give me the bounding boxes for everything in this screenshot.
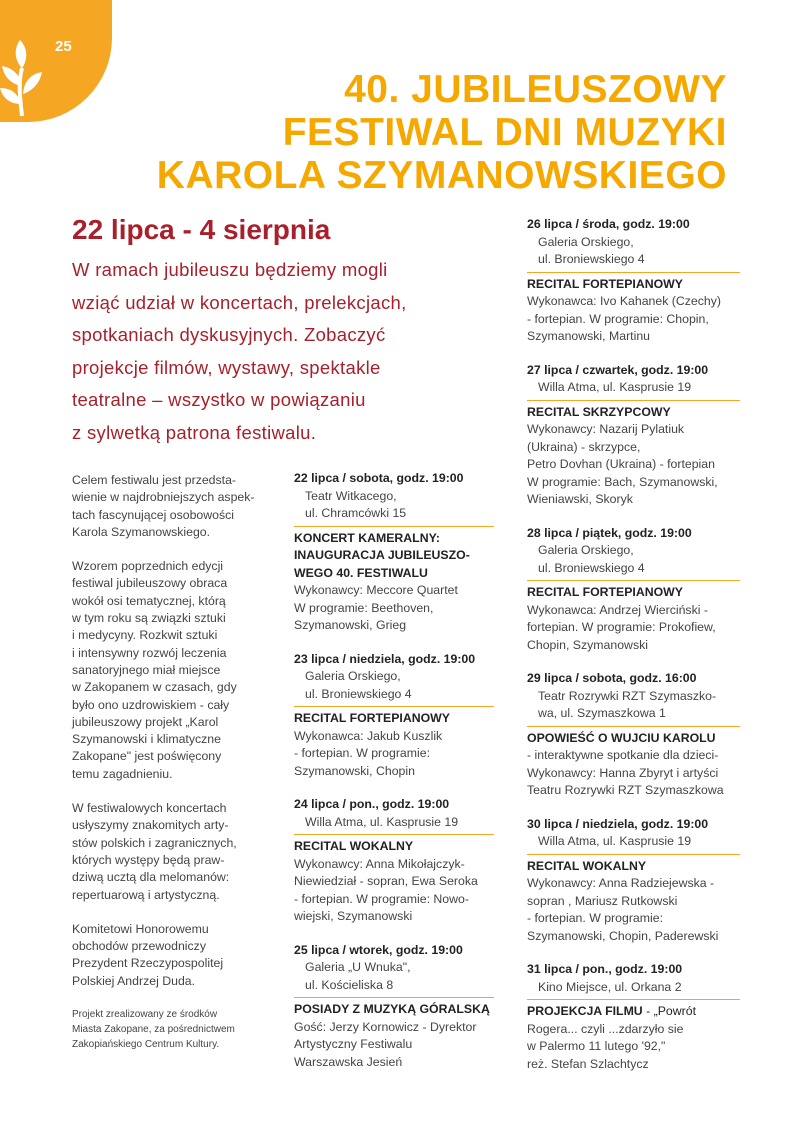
location-line: Willa Atma, ul. Kasprusie 19 xyxy=(305,814,459,829)
page-corner-badge xyxy=(0,0,112,124)
schedule-column-1 xyxy=(294,470,494,1087)
event-description xyxy=(527,421,740,509)
description-line: W programie: Bach, Szymanowski, xyxy=(527,474,718,489)
event-date: 23 lipca / niedziela, godz. 19:00 xyxy=(294,651,476,666)
description-line: fortepian. W programie: Prokofiew, xyxy=(527,620,716,634)
event-location xyxy=(527,542,740,581)
text-line: repertuarową i artystyczną. xyxy=(72,887,220,902)
description-line: Rogera... czyli ...zdarzyło sie xyxy=(527,1021,684,1036)
event-name xyxy=(527,1003,740,1021)
description-line: Artystyczny Festiwalu xyxy=(294,1037,413,1051)
event-description xyxy=(294,582,494,635)
text-line: było ono uzdrowiskiem - cały xyxy=(72,697,230,712)
description-line: - fortepian. W programie: xyxy=(294,746,430,760)
event-location xyxy=(294,668,494,707)
description-line: Teatru Rozrywki RZT Szymaszkowa xyxy=(527,783,724,797)
description-line: Wykonawcy: Meccore Quartet xyxy=(294,583,458,597)
text-line: usłyszymy znakomitych arty- xyxy=(72,818,229,833)
description-line: Szymanowski, Grieg xyxy=(294,618,407,632)
event-name xyxy=(294,530,494,583)
text-line: w Zakopanem w czasach, gdy xyxy=(72,680,237,695)
description-line: - fortepian. W programie: Chopin, xyxy=(527,311,709,326)
description-line: Warszawska Jesień xyxy=(294,1054,403,1069)
event-location xyxy=(294,959,494,998)
event-date: 28 lipca / piątek, godz. 19:00 xyxy=(527,525,692,540)
text-line: Prezydent Rzeczypospolitej xyxy=(72,956,224,971)
intro-paragraph xyxy=(72,921,272,990)
event-entry xyxy=(294,796,494,926)
schedule-column-2 xyxy=(527,216,740,1089)
text-line: Celem festiwalu jest przedsta- xyxy=(72,473,237,487)
location-line: Galeria Orskiego, xyxy=(538,543,634,557)
text-line: i medycyny. Rozkwit sztuki xyxy=(72,628,218,643)
location-line: wa, ul. Szymaszkowa 1 xyxy=(538,706,666,720)
text-line: wokół osi tematycznej, którą xyxy=(72,593,226,608)
event-name-line: POSIADY Z MUZYKĄ GÓRALSKĄ xyxy=(294,1002,490,1016)
location-line: Kino Miejsce, ul. Orkana 2 xyxy=(538,979,682,994)
lead-line: projekcje filmów, wystawy, spektakle xyxy=(72,356,381,378)
event-entry xyxy=(294,470,494,635)
event-name-line: RECITAL WOKALNY xyxy=(294,839,414,853)
event-name xyxy=(527,584,740,602)
event-description xyxy=(527,293,740,346)
event-description xyxy=(294,1019,494,1072)
text-line: obchodów przewodniczy xyxy=(72,939,206,954)
description-line: (Ukraina) - skrzypce, xyxy=(527,439,641,454)
description-line: Petro Dovhan (Ukraina) - fortepian xyxy=(527,457,715,471)
location-line: Willa Atma, ul. Kasprusie 19 xyxy=(538,834,692,848)
event-date: 22 lipca / sobota, godz. 19:00 xyxy=(294,471,464,485)
text-line: stów polskich i zagranicznych, xyxy=(72,835,237,850)
event-name-line: WEGO 40. FESTIWALU xyxy=(294,565,428,580)
description-line: - interaktywne spotkanie dla dzieci- xyxy=(527,748,719,762)
lead-line: wziąć udział w koncertach, prelekcjach, xyxy=(72,291,407,313)
description-line: Niewiedział - sopran, Ewa Seroka xyxy=(294,874,478,888)
description-line: Szymanowski, Martinu xyxy=(527,329,651,343)
description-line: W programie: Beethoven, xyxy=(294,600,434,615)
description-line: Gość: Jerzy Kornowicz - Dyrektor xyxy=(294,1019,477,1034)
lead-paragraph xyxy=(72,254,512,449)
description-line: Wieniawski, Skoryk xyxy=(527,492,633,506)
location-line: Teatr Rozrywki RZT Szymaszko- xyxy=(538,688,717,703)
event-entry xyxy=(294,651,494,781)
description-line: Wykonawca: Andrzej Wierciński - xyxy=(527,602,708,617)
intro-column xyxy=(72,472,272,1069)
event-date: 30 lipca / niedziela, godz. 19:00 xyxy=(527,816,709,831)
event-name xyxy=(294,838,494,856)
event-location xyxy=(294,814,494,836)
event-description xyxy=(294,856,494,926)
intro-paragraph xyxy=(72,800,272,904)
text-line: sanatoryjnego miał miejsce xyxy=(72,662,221,677)
text-line: temu zagadnieniu. xyxy=(72,766,173,781)
event-entry xyxy=(527,216,740,346)
event-date: 26 lipca / środa, godz. 19:00 xyxy=(527,217,690,231)
title-line: KAROLA SZYMANOWSKIEGO xyxy=(156,154,727,197)
event-location xyxy=(527,688,740,727)
description-line: Wykonawcy: Nazarij Pylatiuk xyxy=(527,422,685,436)
description-line: sopran , Mariusz Rutkowski xyxy=(527,893,678,908)
event-description xyxy=(527,602,740,655)
title-line: FESTIWAL DNI MUZYKI xyxy=(282,111,727,154)
text-line: tach fascynującej osobowości xyxy=(72,507,234,522)
location-line: ul. Broniewskiego 4 xyxy=(538,560,645,575)
description-line: w Palermo 11 lutego '92," xyxy=(527,1039,666,1053)
text-line: Wzorem poprzednich edycji xyxy=(72,559,224,574)
text-line: Polskiej Andrzej Duda. xyxy=(72,973,196,988)
description-line: wiejski, Szymanowski xyxy=(294,909,413,923)
text-line: w tym roku są związki sztuki xyxy=(72,611,226,626)
description-line: Wykonawcy: Anna Mikołajczyk- xyxy=(294,856,465,871)
text-line: dziwą ucztą dla melomanów: xyxy=(72,870,230,885)
text-line: W festiwalowych koncertach xyxy=(72,801,227,816)
event-date: 24 lipca / pon., godz. 19:00 xyxy=(294,797,450,811)
event-entry xyxy=(527,961,740,1073)
event-name-line: RECITAL FORTEPIANOWY xyxy=(527,585,683,599)
event-name-line: RECITAL SKRZYPCOWY xyxy=(527,404,671,419)
event-date: 27 lipca / czwartek, godz. 19:00 xyxy=(527,362,709,377)
lead-line: teatralne – wszystko w powiązaniu xyxy=(72,389,366,410)
festival-dates: 22 lipca - 4 sierpnia xyxy=(72,214,331,245)
event-name xyxy=(527,730,740,748)
event-date: 31 lipca / pon., godz. 19:00 xyxy=(527,962,683,976)
location-line: Galeria Orskiego, xyxy=(538,234,634,249)
event-entry xyxy=(527,525,740,655)
intro-paragraph xyxy=(72,472,272,541)
event-name-line: KONCERT KAMERALNY: xyxy=(294,530,440,545)
description-line: reż. Stefan Szlachtycz xyxy=(527,1056,649,1071)
location-line: ul. Broniewskiego 4 xyxy=(305,686,412,701)
location-line: ul. Chramcówki 15 xyxy=(305,506,407,520)
lead-line: z sylwetką patrona festiwalu. xyxy=(72,421,317,443)
event-date: 29 lipca / sobota, godz. 16:00 xyxy=(527,671,697,685)
text-line: Zakopiańskiego Centrum Kultury. xyxy=(72,1039,220,1051)
location-line: Galeria „U Wnuka", xyxy=(305,960,411,974)
event-description xyxy=(527,747,740,800)
event-entry xyxy=(527,670,740,800)
text-line: wienie w najdrobniejszych aspek- xyxy=(72,490,255,505)
description-line: Wykonawca: Jakub Kuszlik xyxy=(294,728,443,743)
lead-line: spotkaniach dyskusyjnych. Zobaczyć xyxy=(72,324,386,345)
event-entry xyxy=(294,942,494,1072)
text-line: Miasta Zakopane, za pośrednictwem xyxy=(72,1024,235,1036)
event-location xyxy=(527,379,740,401)
location-line: ul. Kościeliska 8 xyxy=(305,977,394,992)
event-name-line: RECITAL FORTEPIANOWY xyxy=(294,711,450,725)
event-name xyxy=(527,858,740,876)
event-description xyxy=(294,728,494,781)
text-line: których występy będą praw- xyxy=(72,852,225,867)
text-line: Komitetowi Honorowemu xyxy=(72,921,209,936)
description-line: Szymanowski, Chopin xyxy=(294,763,415,778)
location-line: Teatr Witkacego, xyxy=(305,488,397,503)
page-number: 25 xyxy=(55,38,72,55)
event-name xyxy=(294,1001,494,1019)
text-line: jubileuszowy projekt „Karol xyxy=(72,714,219,729)
text-line: Projekt zrealizowany ze środków xyxy=(72,1009,218,1021)
location-line: Willa Atma, ul. Kasprusie 19 xyxy=(538,380,692,394)
event-name xyxy=(527,404,740,422)
event-entry xyxy=(527,816,740,946)
event-name-line: INAUGURACJA JUBILEUSZO- xyxy=(294,548,470,562)
lead-line: W ramach jubileuszu będziemy mogli xyxy=(72,259,388,280)
title-line: 40. JUBILEUSZOWY xyxy=(344,68,727,111)
text-line: Zakopane" jest poświęcony xyxy=(72,749,222,764)
event-description xyxy=(527,875,740,945)
description-line: Wykonawcy: Hanna Zbyryt i artyści xyxy=(527,765,719,780)
event-entry xyxy=(527,362,740,509)
festival-title xyxy=(157,68,727,197)
event-name-line: RECITAL FORTEPIANOWY xyxy=(527,276,683,291)
intro-paragraph xyxy=(72,558,272,783)
description-line: - fortepian. W programie: Nowo- xyxy=(294,891,469,906)
event-name-line: OPOWIEŚĆ O WUJCIU KAROLU xyxy=(527,730,716,745)
event-date: 25 lipca / wtorek, godz. 19:00 xyxy=(294,942,463,957)
description-line: - fortepian. W programie: xyxy=(527,911,663,925)
text-line: festiwal jubileuszowy obraca xyxy=(72,576,228,591)
event-description xyxy=(527,1021,740,1074)
event-name xyxy=(294,710,494,728)
event-name xyxy=(527,276,740,294)
event-location xyxy=(527,979,740,1001)
event-name-suffix: - „Powrót xyxy=(642,1004,696,1018)
event-location xyxy=(294,488,494,527)
event-name-line: RECITAL WOKALNY xyxy=(527,858,647,873)
text-line: Karola Szymanowskiego. xyxy=(72,524,211,539)
text-line: Szymanowski i klimatyczne xyxy=(72,732,221,747)
text-line: i intensywny rozwój leczenia xyxy=(72,645,227,660)
description-line: Wykonawcy: Anna Radziejewska - xyxy=(527,876,715,890)
description-line: Chopin, Szymanowski xyxy=(527,637,648,652)
location-line: Galeria Orskiego, xyxy=(305,669,401,683)
event-location xyxy=(527,234,740,273)
festival-leaf-icon xyxy=(0,38,60,118)
event-name-line: PROJEKCJA FILMU - „Powrót xyxy=(527,1004,696,1018)
description-line: Wykonawca: Ivo Kahanek (Czechy) xyxy=(527,294,721,308)
funding-note xyxy=(72,1007,272,1052)
description-line: Szymanowski, Chopin, Paderewski xyxy=(527,928,719,943)
event-location xyxy=(527,833,740,855)
location-line: ul. Broniewskiego 4 xyxy=(538,252,645,266)
